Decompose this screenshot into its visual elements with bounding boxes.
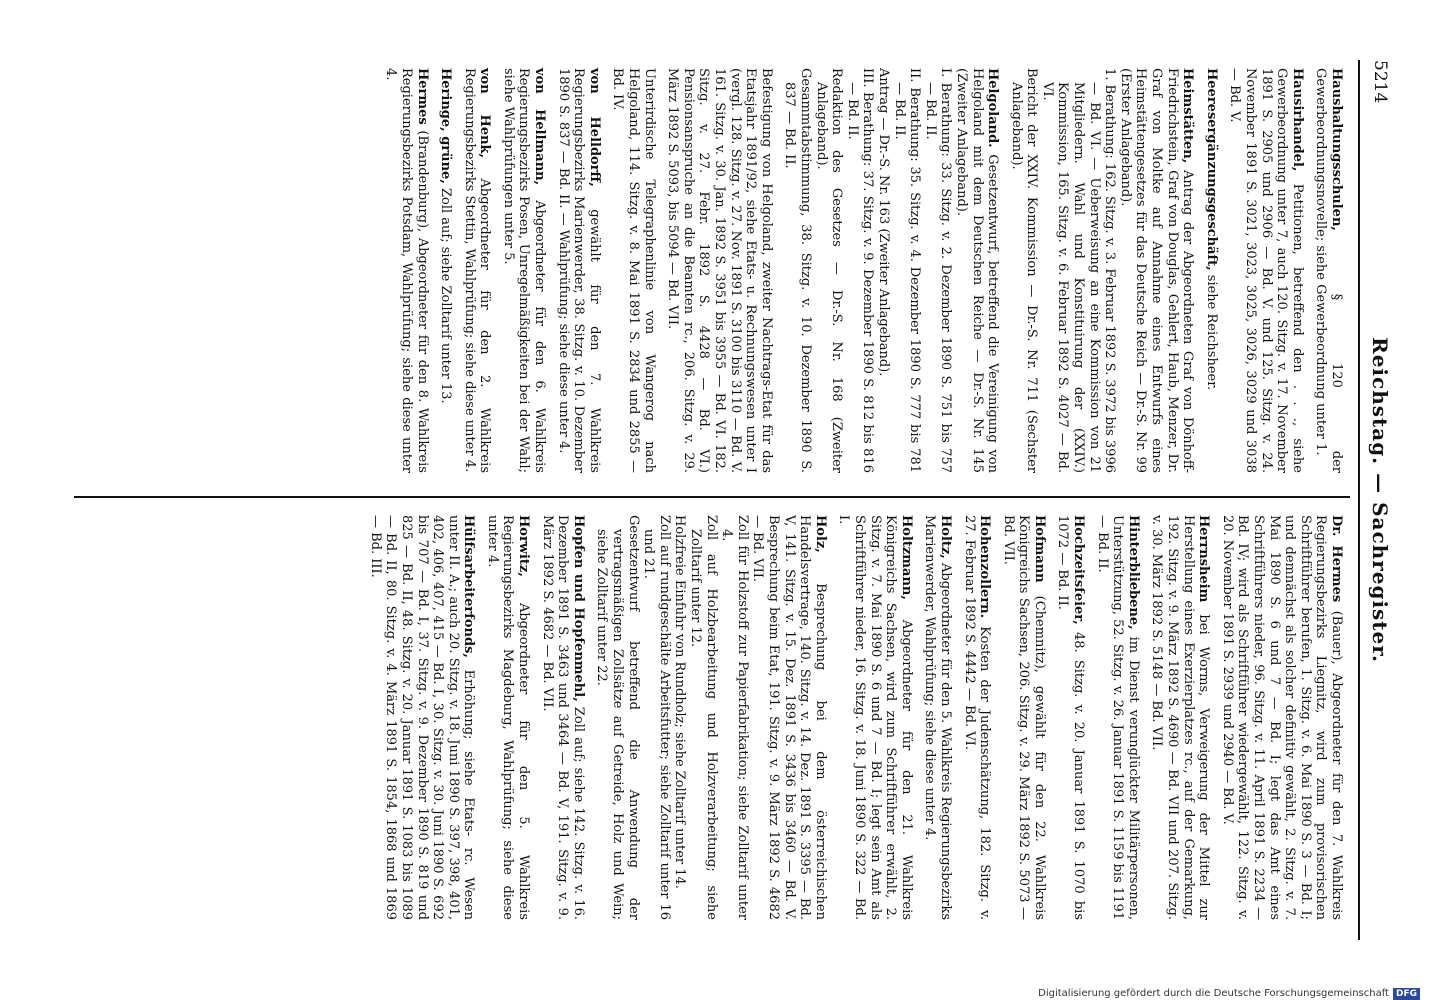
entry-subentry: Bericht der XXIV. Kommission — Dr.-S. Nr. 711 (Sechster Anlageband). xyxy=(1008,68,1040,473)
entry-headword: Helgoland. xyxy=(985,68,1001,148)
entry-headword: Hopfen und Hopfenmehl, xyxy=(570,515,586,702)
entry-headword: von Henk, xyxy=(477,68,493,159)
register-entry xyxy=(1094,515,1141,920)
register-entry xyxy=(1313,68,1344,473)
entry-text: (Brandenburg), Abgeordneter für den 8. Wahlkreis Regierungsbezirks Potsdam, Wahlprüfung; siehe diese unter 4. xyxy=(383,68,430,473)
entry-text: Petitionen, betreffend den . . ., siehe Gewerbeordnung unter 7, auch 120. Sitzg. v. 17. November 1891 S. 2905 und 2906 — Bd. V. und 125. Sitzg. v. 24. November 1891 S. 3021, 3023, 3025, 3026, 3029 und 3038 — Bd. V. xyxy=(1227,68,1305,473)
entry-text: Befestigung von Helgoland, zweiter Nachtrags-Etat für das Etatsjahr 1891/92, siehe Etats- u. Rechnungswesen unter I (vergl. 128. Sitzg. v. 27. Nov. 1891 S. 3100 bis 3110 — Bd. V. 161. Sitzg. v. 30. Jan. 1892 S. 3951 bis 3955 — Bd. VI. 182. Sitzg. v. 27. Febr. 1892 S. 4428 — Bd. VI.) Pensionsanspruche an die Beamten rc., 206. Sitzg. v. 29. März 1892 S. 5093, bis 5094 — Bd. VII. xyxy=(665,68,774,473)
register-entry xyxy=(383,68,430,473)
entry-subentry: III. Berathung: 37. Sitzg. v. 9. Dezember 1890 S. 812 bis 816 — Bd. II. xyxy=(844,68,876,473)
entry-headword: Heeresergänzungsgeschäft, xyxy=(1203,68,1219,271)
entry-headword: Haushaltungsschulen, xyxy=(1329,68,1344,231)
register-entry xyxy=(1008,68,1195,473)
register-entry xyxy=(1203,68,1219,473)
register-entry xyxy=(1000,515,1047,920)
entry-headword: Dr. Hermes xyxy=(1329,515,1344,603)
entry-text: Unterirdische Telegraphenlinie von Wangerog nach Helgoland, 114. Sitzg. v. 8. Mai 1891 S. 2834 und 2855 — Bd. IV. xyxy=(610,68,657,473)
entry-headword: Hochzeitsfeier, xyxy=(1071,515,1087,625)
right-column xyxy=(359,515,1344,920)
register-entry xyxy=(461,68,492,473)
entry-text: Zoll auf; siehe 142. Sitzg. v. 16. Dezember 1891 S. 3463 und 3464 — Bd. V, 191. Sitzg. v. 9. März 1892 S. 4682 — Bd. VII. xyxy=(539,515,586,920)
entry-subentry: Holzfreie Einfuhr von Rundholz; siehe Zolltarif unter 14. xyxy=(672,515,688,889)
entry-text: Zoll auf; siehe Zolltarif unter 13. xyxy=(438,188,454,404)
entry-headword: Hülfsarbeiterfonds, xyxy=(461,515,477,658)
footer-credit xyxy=(1038,988,1420,1000)
register-entry xyxy=(782,68,1000,473)
entry-headword: Hofmann xyxy=(1031,515,1047,583)
entry-text: Abgeordneter für den 6. Wahlkreis Regierungsbezirks Posen, Unregelmäßigkeiten bei der Wahl; siehe Wahlprüfungen unter 5. xyxy=(500,68,548,473)
register-entry xyxy=(555,68,602,473)
entry-headword: Hermes xyxy=(414,68,430,125)
entry-text: Abgeordneter für den 5. Wahlkreis Regierungsbezirks Marienwerder, Wahlprüfung; siehe diese unter 4. xyxy=(922,515,953,920)
register-entry xyxy=(484,515,531,920)
entry-subentry: I. Berathung: 33. Sitzg. v. 2. Dezember 1890 S. 751 bis 757 — Bd. II. xyxy=(922,68,954,473)
register-entry xyxy=(367,515,476,920)
register-entry xyxy=(1055,515,1086,920)
register-entry xyxy=(1227,68,1305,473)
entry-text: Abgeordneter für den 2. Wahlkreis Regierungsbezirks Stettin, Wahlprüfung; siehe diese unter 4. xyxy=(461,68,493,473)
entry-headword: Hohenzollern. xyxy=(977,515,993,619)
page-title: Reichstag. — Sachregister. xyxy=(1368,337,1392,663)
entry-text: bei Worms, Verweigerung der Mittel zur Herstellung eines Exerzierplatzes rc., auf der Gemarkung, 192. Sitzg. v. 9. März 1892 S. 4690 — Bd. VII und 207. Sitzg. v. 30. März 1892 S. 5148 — Bd. VII. xyxy=(1149,515,1212,920)
register-entry xyxy=(961,515,992,920)
entry-subentry: Gesetzentwurf betreffend die Anwendung der vertragsmäßigen Zollsätze auf Getreide, Holz und Wein; siehe Zolltarif unter 22. xyxy=(594,515,641,920)
entry-headword: von Hellmann, xyxy=(532,68,548,186)
column-divider xyxy=(74,496,1350,498)
register-entry xyxy=(539,515,586,920)
entry-text: Gesetzentwurf, betreffend die Vereinigung von Helgoland mit dem Deutschen Reiche — Dr.-S. Nr. 145 (Zweiter Anlageband). xyxy=(953,68,1001,473)
entry-headword: Holtzmann, xyxy=(898,515,914,600)
left-column xyxy=(375,68,1344,473)
entry-subentry: Zoll auf rundgeschälte Arbeitsfutter; siehe Zolltarif unter 16 und 21. xyxy=(641,515,672,920)
entry-subentry: Zoll auf Holzbearbeitung und Holzverarbeitung; siehe Zolltarif unter 12. xyxy=(688,515,719,920)
register-entry xyxy=(1149,515,1211,920)
entry-subentry: Redaktion des Gesetzes — Dr.-S. Nr. 168 (Zweiter Anlageband). xyxy=(813,68,845,473)
entry-text: Kosten der Judenschätzung, 182. Sitzg. v. 27. Februar 1892 S. 4442 — Bd. VI. xyxy=(961,515,993,920)
entry-headword: von Helldorff, xyxy=(586,68,602,187)
entry-text: Antrag der Abgeordneten Graf von Dönhoff-Friedrichstein, Graf von Douglas, Gehlert, Haub, Menzer, Dr. Graf von Moltke auf Annahme eines Entwurfs eines Heimstättengesetzes für das Deutsche Reich — Dr.-S. Nr. 99 (Erster Anlageband). xyxy=(1117,68,1196,473)
entry-subentry: II. Berathung: 35. Sitzg. v. 4. Dezember 1890 S. 777 bis 781 — Bd. II. xyxy=(891,68,923,473)
register-entry xyxy=(922,515,953,920)
entry-text: (Bauer), Abgeordneter für den 7. Wahlkreis Regierungsbezirks Liegnitz, wird zum provisorischen Schriftführer berufen, 1. Sitzg. v. 6. Mai 1890 S. 3 — Bd. I; und demnächst als solcher definitiv gewählt, 2. Sitzg. v. 7. Mai 1890 S. 6 und 7 — Bd. I; legt das Amt eines Schriftführers nieder, 96. Sitzg. v. 11. April 1891 S. 2234 — Bd. IV; wird als Schriftführer wiedergewählt, 122. Sitzg. v. 20. November 1891 S. 2939 und 2940 — Bd. V. xyxy=(1219,515,1344,921)
footer-credit-text: Digitalisierung gefördert durch die Deutsche Forschungsgemeinschaft xyxy=(1038,988,1389,999)
entry-subentry: Gesammtabstimmung, 38. Sitzg. v. 10. Dezember 1890 S. 837 — Bd. II. xyxy=(782,68,813,473)
entry-text: gewählt für den 7. Wahlkreis Regierungsbezirks Marienwerder, 38. Sitzg. v. 10. Dezember 1890 S. 837 — Bd. II. — Wahlprüfung; siehe diese unter 4. xyxy=(555,68,602,473)
entry-subentry: Antrag — Dr.-S. Nr. 163 (Zweiter Anlageband). xyxy=(875,68,891,377)
entry-headword: Horwitz, xyxy=(516,515,532,577)
register-entry xyxy=(500,68,547,473)
entry-text: (Chemnitz), gewählt für den 22. Wahlkreis Königreichs Sachsen, 206. Sitzg. v. 29. März 1892 S. 5073 — Bd. VII. xyxy=(1000,515,1047,920)
entry-headword: Holtz, xyxy=(937,515,953,559)
register-entry xyxy=(1219,515,1344,920)
entry-text: 48. Sitzg. v. 20. Januar 1891 S. 1070 bis 1072 — Bd. II. xyxy=(1055,515,1087,920)
page-header xyxy=(1364,60,1392,940)
entry-text: Abgeordneter für den 21. Wahlkreis Königreichs Sachsen, wird zum Schriftführer erwählt, 2. Sitzg. v. 7. Mai 1890 S. 6 und 7 — Bd. I; legt sein Amt als Schriftführer nieder, 16. Sitzg. v. 18. Juni 1890 S. 322 — Bd. I. xyxy=(836,515,914,921)
dfg-logo: DFG xyxy=(1393,988,1420,1000)
entry-headword: Herrnsheim xyxy=(1196,515,1212,603)
entry-headword: Hausirhandel, xyxy=(1289,68,1305,172)
register-entry xyxy=(594,515,828,920)
entry-subentry: Zoll für Holzstoff zur Papierfabrikation; siehe Zolltarif unter 4. xyxy=(719,515,750,920)
entry-text: Abgeordneter für den 5. Wahlkreis Regierungsbezirks Magdeburg, Wahlprüfung; siehe diese unter 4. xyxy=(484,515,532,920)
entry-headword: Hinterbliebene, xyxy=(1125,515,1141,630)
entry-headword: Holz, xyxy=(812,515,828,553)
register-entry xyxy=(438,68,454,473)
entry-headword: Heringe, grüne, xyxy=(438,68,454,184)
entry-headword: Heimstätten, xyxy=(1180,68,1196,164)
page-number: 5214 xyxy=(1370,60,1390,104)
entry-subentry: 1. Berathung: 162. Sitzg. v. 3. Februar 1892 S. 3972 bis 3996 — Bd. VI. — Ueberweisung an eine Kommission von 21 Mitgliedern. Wahl und Konstituirung der (XXIV.) Kommission, 165. Sitzg. v. 6. Februar 1892 S. 4027 — Bd. VI. xyxy=(1039,68,1118,473)
entry-text: im Dienst verunglückter Militärpersonen, Unterstützung, 52. Sitzg. v. 26. Januar 1891 S. 1159 bis 1191 — Bd. II. xyxy=(1094,515,1141,920)
header-rule xyxy=(1358,60,1360,940)
register-entry xyxy=(665,68,774,473)
entry-text: Erhöhung; siehe Etats- rc. Wesen unter II. A.; auch 20. Sitzg. v. 18. Juni 1890 S. 397, 398, 401, 402, 406, 407, 415 — Bd. I, 30. Sitzg. v. 30. Juni 1890 S. 692 bis 707 — Bd. I, 37. Sitzg. v. 9. Dezember 1890 S. 819 und 825 — Bd. II, 48. Sitzg. v. 20. Januar 1891 S. 1083 bis 1089 — Bd. II, 80. Sitzg. v. 4. März 1891 S. 1854, 1868 und 1869 — Bd. III. xyxy=(367,515,477,920)
entry-text: Besprechung bei dem österreichischen Handelsvertrage, 140. Sitzg. v. 14. Dez. 1891 S. 3395 — Bd. V, 141. Sitzg. v. 15. Dez. 1891 S. 3436 bis 3460 — Bd. V. Besprechung beim Etat, 191. Sitzg. v. 9. März 1892 S. 4682 — Bd. VII. xyxy=(750,515,828,920)
entry-text: siehe Reichsheer. xyxy=(1203,274,1219,391)
register-entry xyxy=(836,515,914,920)
register-entry xyxy=(610,68,657,473)
entry-text: § 120 der Gewerbeordnungsnovelle; siehe Gewerbeordnung unter 1. xyxy=(1313,68,1344,473)
